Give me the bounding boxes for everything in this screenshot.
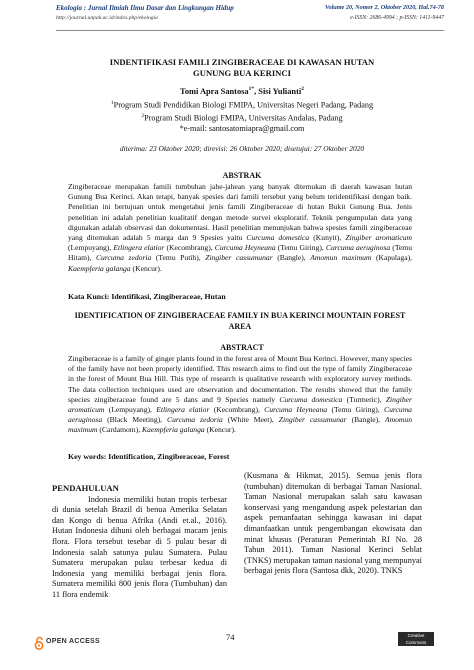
article-title: [50, 57, 434, 79]
creative-commons-badge[interactable]: [398, 632, 434, 652]
open-access-lock-icon: [34, 636, 44, 650]
abstrak-heading: ABSTRAK: [222, 171, 262, 180]
volume-info: Volume 20, Nomor 2, Oktober 2020, Hal.74-78: [325, 4, 444, 11]
species-name: Kaempferia galanga: [68, 263, 131, 273]
running-header: [56, 4, 444, 31]
abstract-body: [68, 354, 412, 436]
title-line-1: INDENTIFIKASI FAMILI ZINGIBERACEAE DI KAWASAN HUTAN: [109, 57, 375, 67]
issn-info: e-ISSN: 2686-4994 ; p-ISSN: 1411-9447: [350, 15, 444, 21]
species-name: Curcuma aeruginosa: [325, 243, 391, 253]
species-name: Etlingera elatior: [113, 243, 165, 253]
english-title: IDENTIFICATION OF ZINGIBERACEAE FAMILY IN BUA KERINCI MOUNTAIN FOREST AREA: [74, 311, 406, 331]
journal-title: Ekologia : Jurnal Ilmiah Ilmu Dasar dan Lingkungan Hidup: [56, 4, 234, 12]
common-name: (Kencur).: [130, 263, 162, 273]
author-name-1: Tomi Apra Santosa: [180, 86, 249, 96]
pendahuluan-continuation: (Kusmana & Hikmat, 2015). Semua jenis flora (tumbuhan) ditemukan di berbagai Taman Nasional. Taman Nasional merupakan salah satu kawasan konservasi yang mengandung aspek pelestarian dan aspek pemanfaatan sehingga kawasan ini dapat dimanfaatkan untuk pengembangan ekowisata dan minat khusus (Peraturan Pemerintah RI No. 28 Tahun 2011). Taman Nasional Kerinci Seblat (TNKS) merupakan taman nasional yang mempunyai berbagai jenis flora (Santosa dkk, 2020). TNKS: [244, 471, 422, 576]
species-name: Kaempferia galanga: [142, 425, 205, 435]
right-column: [244, 471, 422, 577]
affiliation-2-text: Program Studi Biologi FMIPA, Universitas Andalas, Padang: [144, 113, 343, 123]
species-name: Curcuma domestica: [279, 394, 343, 404]
left-column: [52, 483, 227, 601]
pendahuluan-paragraph: Indonesia memiliki hutan tropis terbesar di dunia setelah Brazil di benua Amerika Selatan dan Kongo di benua Afrika (Andi et.al., 2016). Hutan Indonesia dihuni oleh berbagai macam jenis flora. Flora tersebut tesebar di 5 pulau besar di Indonesia salah satunya pulau Sumatera. Pulau Sumatera merupakan pulau terbesar kedua di Indonesia yang memiliki berbagai jenis flora. Sumatera memiliki 800 jenis flora (Tumbuhan) dan 11 flora endemik: [52, 494, 227, 599]
species-name: Curcuma aeruginosa: [68, 405, 412, 425]
abstract-heading: ABSTRACT: [220, 343, 264, 352]
common-name: (Turmeric),: [342, 394, 386, 404]
common-name: (Kecombrang),: [209, 405, 265, 415]
affiliation-2-sup: 2: [141, 112, 145, 119]
common-name: (Temu Hitam),: [68, 243, 412, 263]
submission-dates: diterima: 23 Oktober 2020; direvisi: 26 Oktober 2020; disetujui: 27 Oktober 2020: [119, 144, 365, 153]
affiliation-1-text: Program Studi Pendidikan Biologi FMIPA, Universitas Negeri Padang, Padang: [113, 100, 374, 110]
common-name: (Kunyit),: [309, 233, 346, 243]
species-name: Etlingera elatior: [156, 405, 210, 415]
open-access-label: OPEN ACCESS: [46, 638, 100, 645]
corresponding-email[interactable]: *e-mail: santosatomiapra@gmail.com: [179, 124, 305, 134]
affiliation-1-sup: 1: [110, 100, 114, 106]
species-name: Amomun maximum: [310, 253, 372, 263]
page-footer: [34, 632, 434, 662]
species-name: Zingiber cassumunar: [278, 415, 347, 425]
common-name: (Kapulaga),: [371, 253, 412, 263]
species-name: Amomun maximum: [68, 415, 413, 435]
common-name: (Kecombrang),: [164, 243, 215, 253]
species-name: Curcuma Heyneana: [264, 405, 328, 415]
common-name: (Black Meeting),: [102, 415, 168, 425]
license-label: Creative Commons: [405, 633, 427, 645]
species-name: Curcuma zedoria: [167, 415, 223, 425]
common-name: (Lempuyang),: [104, 405, 157, 415]
common-name: (White Meet),: [222, 415, 279, 425]
abstrak-text: Zingiberaceae merupakan famili tumbuhan jahe-jahean yang banyak ditemukan di daerah kawasan hutan Gunung Bua Kerinci. Akan tetapi, banyak spesies dari famili tersebut yang belum teridentifikasi dengan baik. Penelitian ini bertujuan untuk mengetahui jenis famili Zingiberaceae di hutan Bukit Gunung Bua. Jenis penelitian ini adalah penelitian kualitatif dengan metode survei eksploratif. Teknik pengumpulan data yang digunakan adalah observasi dan dokumentasi. Hasil penelitian menunjukan bahwa spesies famili zingiberaceae yang ditemukan adalah 5 marga dan 9 Spesies yaitu: [68, 182, 412, 243]
abstract-text: Zingiberaceae is a family of ginger plants found in the forest area of Mount Bua Kerinci. However, many species of the family have not been properly identified. This research aims to find out the type of family Zingiberaceae in the forest of Mount Bua Hill. This type of research is qualitative research with exploratory survey methods. The data collection techniques used are observation and documentation. The results showed that the family species zingiberaceae found are 5 dans and 9 Species namely: [68, 354, 412, 404]
species-name: Zingiber aromaticum: [345, 233, 412, 243]
cc-icons: ○ ○ ○: [410, 647, 422, 652]
section-heading-pendahuluan: PENDAHULUAN: [52, 483, 119, 493]
common-name: (Bangle),: [346, 415, 386, 425]
species-name: Zingiber aromaticum: [68, 394, 412, 415]
common-name: (Bangle),: [272, 253, 311, 263]
common-name: (Kencur).: [204, 425, 236, 435]
species-name: Zingiber cassumunar: [205, 253, 273, 263]
page-number: 74: [226, 632, 235, 642]
kata-kunci: Kata Kunci: Identifikasi, Zingiberaceae, Hutan: [68, 292, 226, 301]
affiliation-1: [50, 98, 434, 111]
journal-url[interactable]: http://journal.unpak.ac.id/index.php/ekologia: [56, 15, 158, 21]
author-list: [50, 86, 434, 96]
abstrak-body: [68, 182, 412, 274]
common-name: (Temu Giring),: [327, 405, 384, 415]
species-name: Curcuma domestica: [246, 233, 310, 243]
species-name: Curcuma Heyneana: [214, 243, 276, 253]
common-name: (Lempuyang),: [68, 243, 114, 253]
affiliation-2: [50, 111, 434, 124]
common-name: (Temu Giring),: [275, 243, 326, 253]
common-name: (Temu Putih),: [151, 253, 206, 263]
author-sup-2: 2: [301, 86, 304, 92]
keywords: Key words: Identification, Zingiberaceae, Forest: [68, 452, 230, 461]
species-name: Curcuma zedoria: [95, 253, 152, 263]
author-sup-1: 1*: [248, 86, 255, 92]
title-line-2: GUNUNG BUA KERINCI: [193, 68, 291, 78]
author-name-2: , Sisi Yulianti: [254, 86, 302, 96]
common-name: (Cardamom),: [97, 425, 143, 435]
affiliations: [50, 98, 434, 134]
